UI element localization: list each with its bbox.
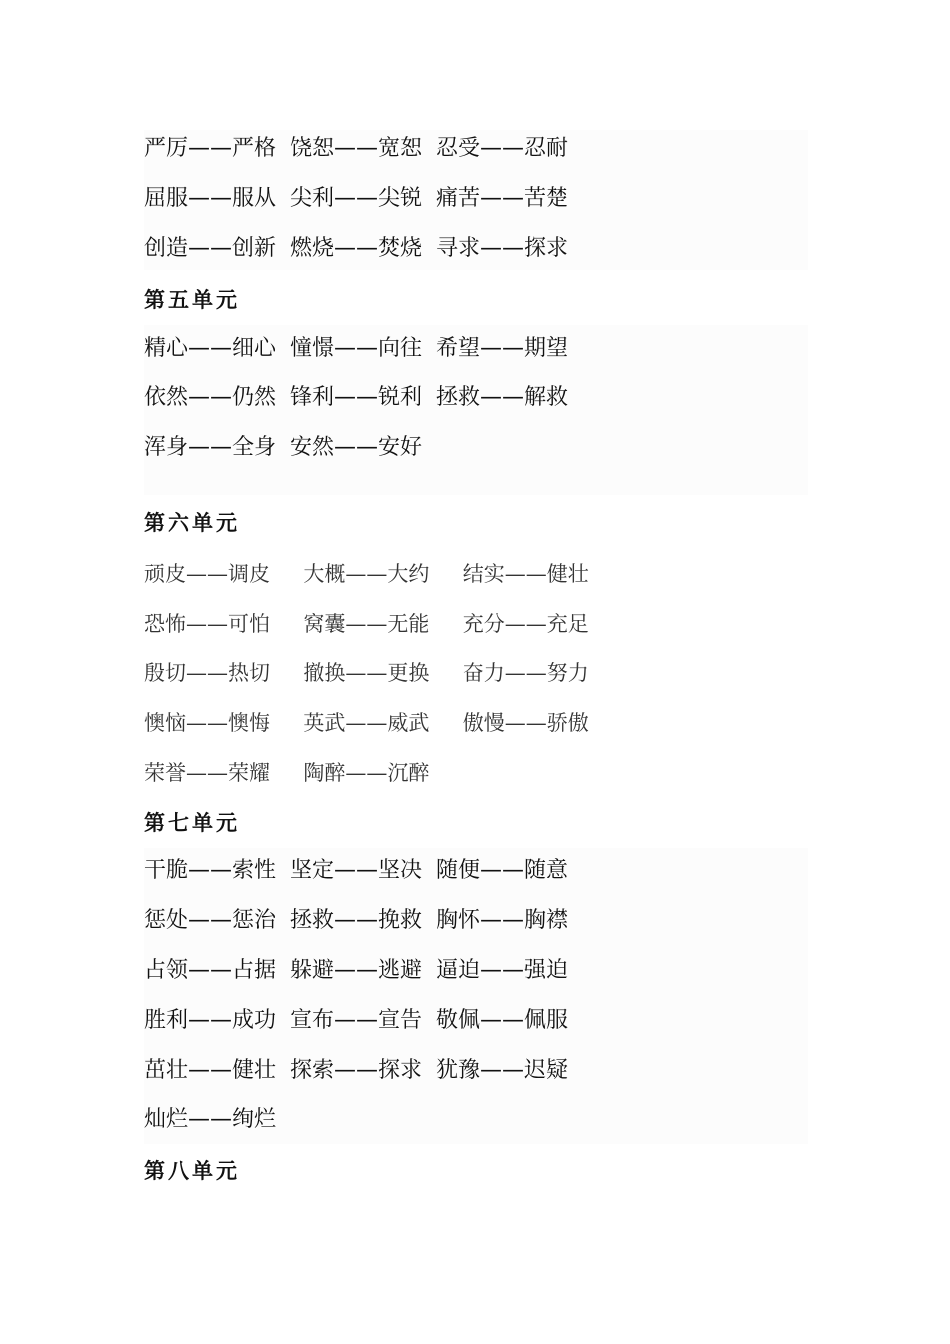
- word-pair-line: 浑身——全身 安然——安好: [144, 435, 422, 460]
- word-pair-line: 顽皮——调皮 大概——大约 结实——健壮: [144, 562, 589, 586]
- shade-block-section7: [144, 848, 808, 1144]
- section-heading-7: 第七单元: [144, 811, 240, 835]
- word-pair-line: 创造——创新 燃烧——焚烧 寻求——探求: [144, 236, 568, 261]
- word-pair-line: 灿烂——绚烂: [144, 1107, 277, 1132]
- section-heading-8: 第八单元: [144, 1159, 240, 1183]
- word-pair-line: 严厉——严格 饶恕——宽恕 忍受——忍耐: [144, 136, 568, 161]
- word-pair-line: 恐怖——可怕 窝囊——无能 充分——充足: [144, 612, 589, 636]
- word-pair-line: 殷切——热切 撤换——更换 奋力——努力: [144, 661, 589, 685]
- word-pair-line: 依然——仍然 锋利——锐利 拯救——解救: [144, 385, 568, 410]
- section-heading-6: 第六单元: [144, 511, 240, 535]
- word-pair-line: 惩处——惩治 拯救——挽救 胸怀——胸襟: [144, 908, 568, 933]
- word-pair-line: 干脆——索性 坚定——坚决 随便——随意: [144, 858, 568, 883]
- word-pair-line: 胜利——成功 宣布——宣告 敬佩——佩服: [144, 1008, 568, 1033]
- section-heading-5: 第五单元: [144, 288, 240, 312]
- word-pair-line: 屈服——服从 尖利——尖锐 痛苦——苦楚: [144, 186, 568, 211]
- word-pair-line: 荣誉——荣耀 陶醉——沉醉: [144, 761, 430, 785]
- word-pair-line: 精心——细心 憧憬——向往 希望——期望: [144, 336, 568, 361]
- word-pair-line: 占领——占据 躲避——逃避 逼迫——强迫: [144, 958, 568, 983]
- word-pair-line: 茁壮——健壮 探索——探求 犹豫——迟疑: [144, 1058, 568, 1083]
- word-pair-line: 懊恼——懊悔 英武——威武 傲慢——骄傲: [144, 711, 589, 735]
